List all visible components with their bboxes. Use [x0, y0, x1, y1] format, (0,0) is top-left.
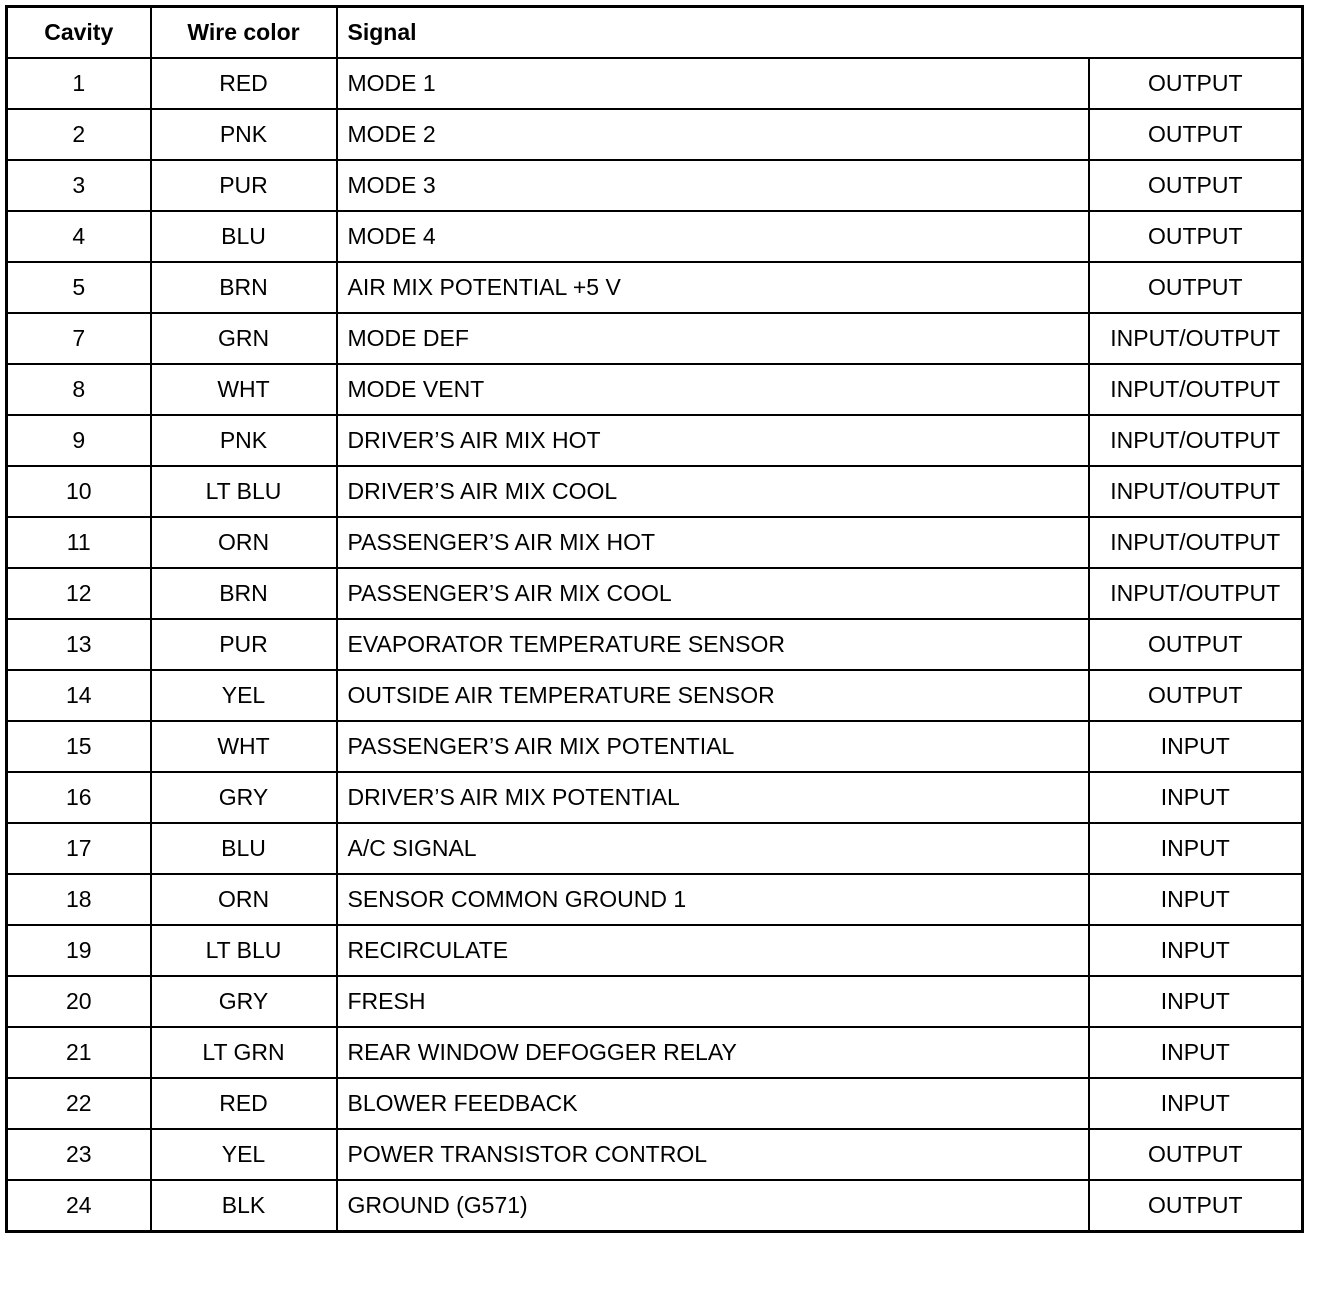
cell-direction: INPUT	[1089, 1078, 1303, 1129]
cell-signal: DRIVER’S AIR MIX POTENTIAL	[337, 772, 1089, 823]
cell-direction: INPUT/OUTPUT	[1089, 415, 1303, 466]
cell-cavity: 23	[7, 1129, 151, 1180]
cell-signal: A/C SIGNAL	[337, 823, 1089, 874]
cell-wire-color: WHT	[151, 364, 337, 415]
cell-direction: INPUT	[1089, 823, 1303, 874]
cell-direction: INPUT/OUTPUT	[1089, 313, 1303, 364]
table-row	[7, 262, 1303, 313]
cell-cavity: 5	[7, 262, 151, 313]
cell-cavity: 9	[7, 415, 151, 466]
cell-wire-color: PNK	[151, 109, 337, 160]
cell-signal: AIR MIX POTENTIAL +5 V	[337, 262, 1089, 313]
cell-wire-color: BLK	[151, 1180, 337, 1232]
cell-signal: EVAPORATOR TEMPERATURE SENSOR	[337, 619, 1089, 670]
table-row	[7, 364, 1303, 415]
table-row	[7, 109, 1303, 160]
cell-cavity: 2	[7, 109, 151, 160]
cell-direction: OUTPUT	[1089, 58, 1303, 109]
table-row	[7, 568, 1303, 619]
cell-signal: POWER TRANSISTOR CONTROL	[337, 1129, 1089, 1180]
cell-direction: INPUT	[1089, 874, 1303, 925]
cell-direction: OUTPUT	[1089, 262, 1303, 313]
cell-cavity: 8	[7, 364, 151, 415]
table-row	[7, 1180, 1303, 1232]
cell-wire-color: BLU	[151, 823, 337, 874]
cell-cavity: 19	[7, 925, 151, 976]
cell-wire-color: YEL	[151, 1129, 337, 1180]
table-row	[7, 466, 1303, 517]
table-header-row	[7, 7, 1303, 59]
table-row	[7, 211, 1303, 262]
cell-wire-color: YEL	[151, 670, 337, 721]
table-row	[7, 517, 1303, 568]
table-row	[7, 670, 1303, 721]
cell-signal: MODE DEF	[337, 313, 1089, 364]
cell-signal: REAR WINDOW DEFOGGER RELAY	[337, 1027, 1089, 1078]
cell-cavity: 21	[7, 1027, 151, 1078]
cell-cavity: 16	[7, 772, 151, 823]
cell-cavity: 11	[7, 517, 151, 568]
cell-signal: DRIVER’S AIR MIX HOT	[337, 415, 1089, 466]
cell-wire-color: LT BLU	[151, 466, 337, 517]
cell-wire-color: LT GRN	[151, 1027, 337, 1078]
cell-cavity: 13	[7, 619, 151, 670]
cell-wire-color: BRN	[151, 568, 337, 619]
cell-wire-color: GRN	[151, 313, 337, 364]
cell-wire-color: PUR	[151, 160, 337, 211]
cell-signal: DRIVER’S AIR MIX COOL	[337, 466, 1089, 517]
cell-wire-color: ORN	[151, 517, 337, 568]
cell-cavity: 3	[7, 160, 151, 211]
cell-direction: INPUT/OUTPUT	[1089, 466, 1303, 517]
cell-direction: OUTPUT	[1089, 160, 1303, 211]
cell-cavity: 12	[7, 568, 151, 619]
cell-cavity: 15	[7, 721, 151, 772]
cell-signal: MODE 2	[337, 109, 1089, 160]
cell-direction: INPUT	[1089, 721, 1303, 772]
cell-wire-color: WHT	[151, 721, 337, 772]
header-signal: Signal	[337, 7, 1303, 59]
cell-wire-color: LT BLU	[151, 925, 337, 976]
table-row	[7, 874, 1303, 925]
table-row	[7, 619, 1303, 670]
cell-cavity: 10	[7, 466, 151, 517]
cell-cavity: 7	[7, 313, 151, 364]
cell-cavity: 18	[7, 874, 151, 925]
connector-pinout-table	[5, 5, 1304, 1233]
cell-cavity: 17	[7, 823, 151, 874]
cell-cavity: 22	[7, 1078, 151, 1129]
cell-signal: MODE 4	[337, 211, 1089, 262]
table-row	[7, 1078, 1303, 1129]
cell-wire-color: RED	[151, 1078, 337, 1129]
cell-wire-color: BLU	[151, 211, 337, 262]
cell-signal: PASSENGER’S AIR MIX COOL	[337, 568, 1089, 619]
table-row	[7, 160, 1303, 211]
connector-pinout-sheet	[5, 5, 1301, 1233]
table-row	[7, 925, 1303, 976]
cell-signal: PASSENGER’S AIR MIX POTENTIAL	[337, 721, 1089, 772]
cell-wire-color: ORN	[151, 874, 337, 925]
cell-wire-color: BRN	[151, 262, 337, 313]
cell-direction: OUTPUT	[1089, 619, 1303, 670]
cell-signal: PASSENGER’S AIR MIX HOT	[337, 517, 1089, 568]
cell-cavity: 4	[7, 211, 151, 262]
cell-direction: INPUT	[1089, 976, 1303, 1027]
table-row	[7, 976, 1303, 1027]
cell-wire-color: GRY	[151, 976, 337, 1027]
cell-direction: INPUT/OUTPUT	[1089, 568, 1303, 619]
table-row	[7, 1027, 1303, 1078]
cell-cavity: 24	[7, 1180, 151, 1232]
cell-direction: INPUT/OUTPUT	[1089, 364, 1303, 415]
table-body	[7, 58, 1303, 1232]
cell-direction: OUTPUT	[1089, 670, 1303, 721]
cell-direction: OUTPUT	[1089, 211, 1303, 262]
table-row	[7, 823, 1303, 874]
cell-wire-color: GRY	[151, 772, 337, 823]
table-row	[7, 772, 1303, 823]
cell-signal: MODE 1	[337, 58, 1089, 109]
cell-signal: MODE VENT	[337, 364, 1089, 415]
cell-direction: INPUT	[1089, 925, 1303, 976]
cell-wire-color: RED	[151, 58, 337, 109]
table-row	[7, 1129, 1303, 1180]
cell-direction: OUTPUT	[1089, 1180, 1303, 1232]
header-wire-color: Wire color	[151, 7, 337, 59]
table-row	[7, 415, 1303, 466]
cell-cavity: 14	[7, 670, 151, 721]
cell-direction: OUTPUT	[1089, 109, 1303, 160]
cell-signal: RECIRCULATE	[337, 925, 1089, 976]
cell-direction: INPUT	[1089, 772, 1303, 823]
cell-signal: MODE 3	[337, 160, 1089, 211]
cell-cavity: 20	[7, 976, 151, 1027]
cell-signal: SENSOR COMMON GROUND 1	[337, 874, 1089, 925]
cell-signal: GROUND (G571)	[337, 1180, 1089, 1232]
table-row	[7, 313, 1303, 364]
cell-direction: INPUT/OUTPUT	[1089, 517, 1303, 568]
cell-wire-color: PUR	[151, 619, 337, 670]
cell-direction: INPUT	[1089, 1027, 1303, 1078]
table-row	[7, 721, 1303, 772]
cell-signal: BLOWER FEEDBACK	[337, 1078, 1089, 1129]
table-row	[7, 58, 1303, 109]
header-cavity: Cavity	[7, 7, 151, 59]
cell-direction: OUTPUT	[1089, 1129, 1303, 1180]
cell-signal: OUTSIDE AIR TEMPERATURE SENSOR	[337, 670, 1089, 721]
cell-cavity: 1	[7, 58, 151, 109]
cell-wire-color: PNK	[151, 415, 337, 466]
cell-signal: FRESH	[337, 976, 1089, 1027]
